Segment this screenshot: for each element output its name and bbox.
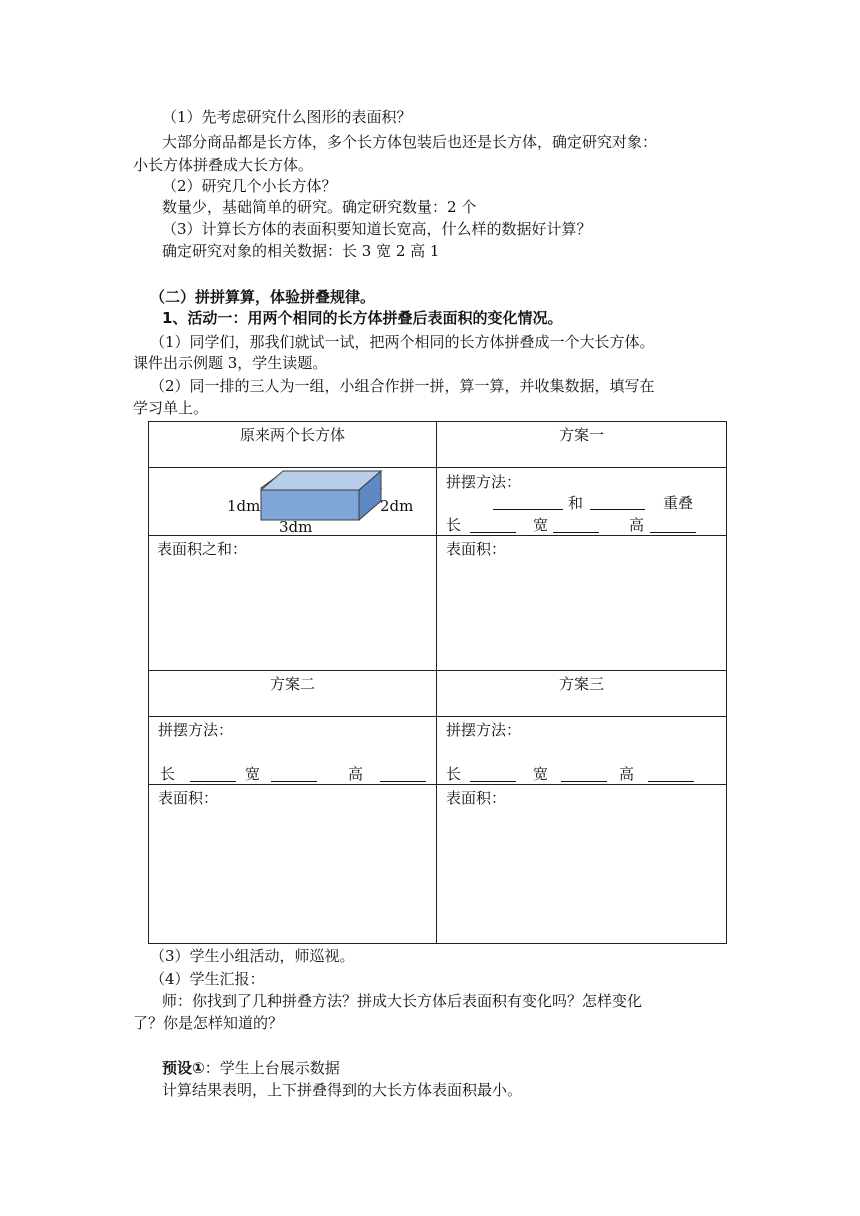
- width-label-plan3: 宽: [533, 765, 549, 783]
- conclusion: 计算结果表明，上下拼叠得到的大长方体表面积最小。: [162, 1081, 523, 1099]
- length-label-plan3: 长: [446, 765, 462, 783]
- section-heading: （二）拼拼算算，体验拼叠规律。: [150, 288, 376, 306]
- question-3: （3）计算长方体的表面积要知道长宽高，什么样的数据好计算？: [162, 220, 592, 238]
- paragraph-2: 数量少，基础简单的研究。确定研究数量：2 个: [162, 198, 477, 216]
- blank-height-plan1[interactable]: [650, 532, 696, 533]
- plan3-area-cell[interactable]: [437, 785, 727, 944]
- blank-length-plan1[interactable]: [470, 532, 516, 533]
- blank-face-a[interactable]: [493, 509, 563, 510]
- method-label-plan1: 拼摆方法：: [446, 473, 522, 491]
- step-2-line1: （2）同一排的三人为一组，小组合作拼一拼，算一算，并收集数据，填写在: [150, 377, 655, 395]
- blank-width-plan1[interactable]: [553, 532, 599, 533]
- height-label-plan1: 高: [629, 516, 645, 534]
- question-2: （2）研究几个小长方体？: [162, 177, 337, 195]
- blank-face-b[interactable]: [590, 509, 645, 510]
- blank-height-plan2[interactable]: [380, 781, 426, 782]
- width-label-plan1: 宽: [533, 516, 549, 534]
- cuboid-figure-cell: [149, 468, 437, 536]
- plan1-area-cell[interactable]: [437, 536, 727, 671]
- overlap-label: 重叠: [663, 494, 694, 512]
- activity-heading: 1、活动一：用两个相同的长方体拼叠后表面积的变化情况。: [162, 309, 563, 327]
- length-label: 3dm: [279, 518, 313, 536]
- and-label: 和: [568, 494, 584, 512]
- step-4: （4）学生汇报：: [150, 970, 265, 988]
- question-1: （1）先考虑研究什么图形的表面积？: [162, 108, 412, 126]
- teacher-question-line2: 了？你是怎样知道的？: [133, 1014, 284, 1032]
- length-label-plan1: 长: [446, 516, 462, 534]
- plan2-method-cell: [149, 717, 437, 785]
- paragraph-1-line1: 大部分商品都是长方体，多个长方体包装后也还是长方体，确定研究对象：: [162, 133, 658, 151]
- header-original: 原来两个长方体: [149, 422, 437, 468]
- preset-text: ：学生上台展示数据: [204, 1059, 340, 1077]
- step-3: （3）学生小组活动，师巡视。: [150, 947, 355, 965]
- sum-area-cell[interactable]: [149, 536, 437, 671]
- method-label-plan3: 拼摆方法：: [446, 721, 522, 739]
- teacher-question-line1: 师：你找到了几种拼叠方法？拼成大长方体后表面积有变化吗？怎样变化: [162, 992, 643, 1010]
- plan3-method-cell: [437, 717, 727, 785]
- preset-label: 预设①: [162, 1059, 205, 1077]
- header-plan3: 方案三: [437, 671, 727, 717]
- header-plan1: 方案一: [437, 422, 727, 468]
- blank-length-plan2[interactable]: [190, 781, 236, 782]
- width-label-plan2: 宽: [245, 765, 261, 783]
- step-1-line1: （1）同学们，那我们就试一试，把两个相同的长方体拼叠成一个大长方体。: [150, 333, 655, 351]
- paragraph-1-line2: 小长方体拼叠成大长方体。: [133, 156, 314, 174]
- header-plan2: 方案二: [149, 671, 437, 717]
- plan2-area-label: 表面积：: [158, 789, 219, 807]
- plan1-method-cell: [437, 468, 727, 536]
- paragraph-3: 确定研究对象的相关数据：长 3 宽 2 高 1: [162, 242, 440, 260]
- sum-area-label: 表面积之和：: [157, 540, 248, 558]
- width-label: 2dm: [380, 497, 414, 515]
- height-label: 1dm: [227, 497, 261, 515]
- height-label-plan2: 高: [348, 765, 364, 783]
- blank-width-plan3[interactable]: [561, 781, 607, 782]
- blank-length-plan3[interactable]: [470, 781, 516, 782]
- plan2-area-cell[interactable]: [149, 785, 437, 944]
- blank-height-plan3[interactable]: [648, 781, 694, 782]
- plan1-area-label: 表面积：: [446, 540, 507, 558]
- plan3-area-label: 表面积：: [446, 789, 507, 807]
- preset-line: [162, 1058, 340, 1078]
- worksheet-table: [148, 421, 727, 944]
- step-2-line2: 学习单上。: [133, 399, 209, 417]
- step-1-line2: 课件出示例题 3，学生读题。: [133, 354, 328, 372]
- height-label-plan3: 高: [619, 765, 635, 783]
- method-label-plan2: 拼摆方法：: [158, 721, 234, 739]
- length-label-plan2: 长: [160, 765, 176, 783]
- blank-width-plan2[interactable]: [271, 781, 317, 782]
